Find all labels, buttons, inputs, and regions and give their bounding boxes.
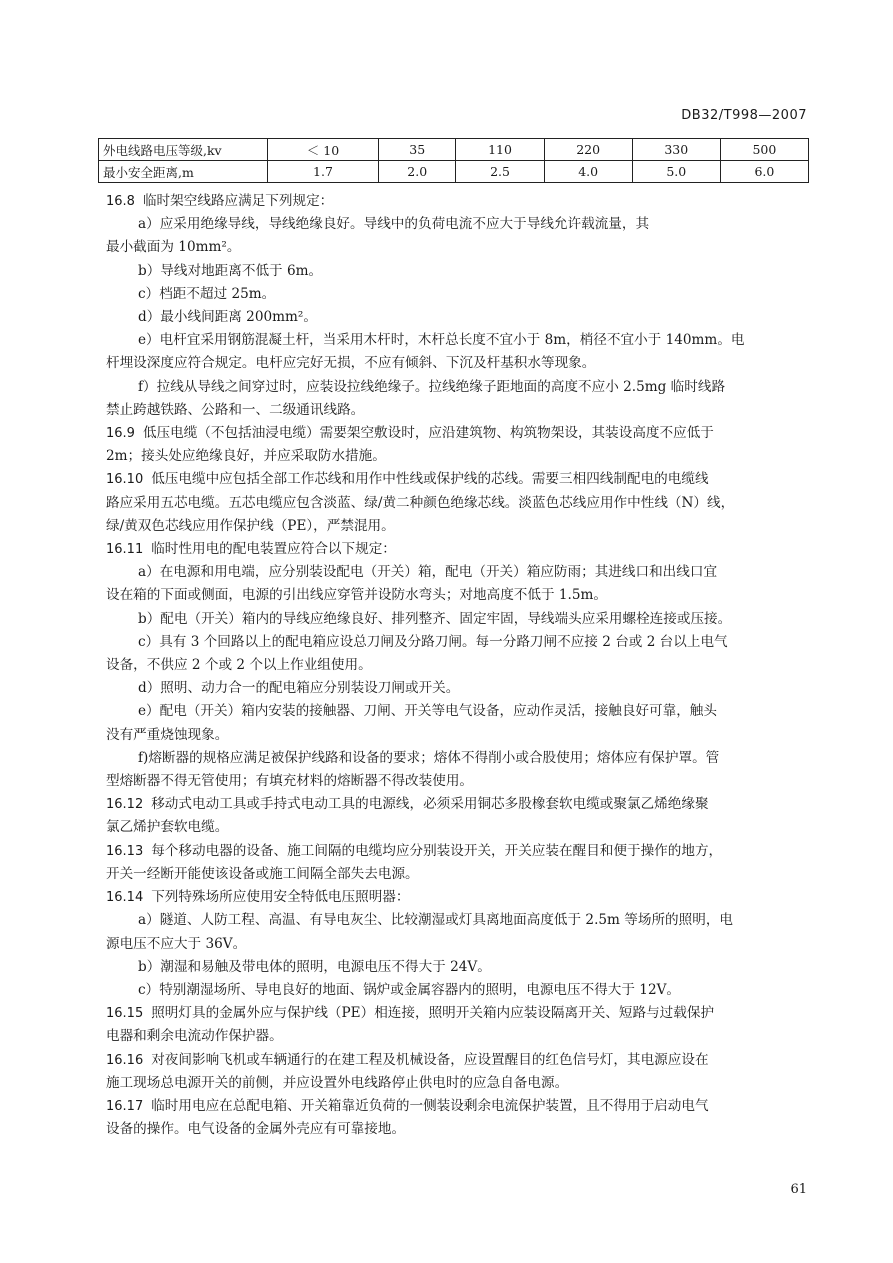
body-line bbox=[106, 306, 810, 329]
body-line bbox=[106, 631, 810, 654]
body-line bbox=[106, 747, 810, 770]
body-line bbox=[106, 1118, 810, 1141]
line-text: 设备的操作。电气设备的金属外壳应有可靠接地。 bbox=[106, 1121, 406, 1138]
body-line bbox=[106, 909, 810, 932]
body-line bbox=[106, 677, 810, 700]
section-number: 16.14 bbox=[106, 890, 144, 906]
line-text: 绿/黄双色芯线应用作保护线（PE），严禁混用。 bbox=[106, 517, 395, 534]
line-text: a）应采用绝缘导线，导线绝缘良好。导线中的负荷电流不应大于导线允许载流量，其 bbox=[138, 216, 650, 233]
body-line bbox=[106, 399, 810, 422]
line-text: 源电压不应大于 36V。 bbox=[106, 935, 247, 952]
section-line bbox=[106, 538, 810, 561]
section-number: 16.11 bbox=[106, 542, 144, 558]
line-text: e）电杆宜采用钢筋混凝土杆，当采用木杆时，木杆总长度不宜小于 8m，梢径不宜小于 140mm。电 bbox=[138, 332, 745, 349]
body-line bbox=[106, 236, 810, 259]
section-number: 16.10 bbox=[106, 472, 144, 488]
section-number: 16.13 bbox=[106, 843, 144, 859]
section-line bbox=[106, 468, 810, 491]
table-row-label: 外电线路电压等级,kv bbox=[99, 139, 268, 161]
line-text: 最小截面为 10mm²。 bbox=[106, 239, 241, 256]
section-number: 16.9 bbox=[106, 426, 135, 442]
section-number: 16.16 bbox=[106, 1052, 144, 1068]
section-line bbox=[106, 1002, 810, 1025]
body-line bbox=[106, 213, 810, 236]
table-cell: 500 bbox=[720, 139, 808, 161]
section-line bbox=[106, 1095, 810, 1118]
body-line bbox=[106, 979, 810, 1002]
table-cell: 35 bbox=[379, 139, 456, 161]
line-text: c）特别潮湿场所、导电良好的地面、锅炉或金属容器内的照明，电源电压不得大于 12V。 bbox=[138, 981, 681, 998]
table-row-label: 最小安全距离,m bbox=[99, 161, 268, 183]
line-text: c）档距不超过 25m。 bbox=[138, 285, 276, 302]
table-row bbox=[99, 161, 809, 183]
body-line bbox=[106, 816, 810, 839]
body-line bbox=[106, 352, 810, 375]
section-number: 16.12 bbox=[106, 797, 144, 813]
body-line bbox=[106, 1072, 810, 1095]
line-text: d）照明、动力合一的配电箱应分别装设刀闸或开关。 bbox=[138, 680, 460, 697]
body-line bbox=[106, 584, 810, 607]
body-line bbox=[106, 561, 810, 584]
line-text: 临时架空线路应满足下列规定： bbox=[142, 193, 334, 209]
body-line bbox=[106, 608, 810, 631]
line-text: 氯乙烯护套软电缆。 bbox=[106, 819, 229, 836]
line-text: f）拉线从导线之间穿过时，应装设拉线绝缘子。拉线绝缘子距地面的高度不应小 2.5mg 临时线路 bbox=[138, 378, 726, 395]
line-text: 2m；接头处应绝缘良好，并应采取防水措施。 bbox=[106, 448, 386, 465]
table-cell: 330 bbox=[632, 139, 720, 161]
line-text: 移动式电动工具或手持式电动工具的电源线，必须采用铜芯多股橡套软电缆或聚氯乙烯绝缘聚 bbox=[151, 796, 709, 813]
line-text: 下列特殊场所应使用安全特低电压照明器： bbox=[151, 889, 410, 906]
table-cell: 5.0 bbox=[632, 161, 720, 183]
line-text: 低压电缆（不包括油浸电缆）需要架空敷设时，应沿建筑物、构筑物架设，其装设高度不应低于 bbox=[142, 425, 714, 442]
line-text: a）隧道、人防工程、高温、有导电灰尘、比较潮湿或灯具离地面高度低于 2.5m 等场所的照明，电 bbox=[138, 912, 734, 929]
section-number: 16.17 bbox=[106, 1098, 144, 1114]
section-line bbox=[106, 422, 810, 445]
line-text: 设备，不供应 2 个或 2 个以上作业组使用。 bbox=[106, 657, 372, 674]
body-line bbox=[106, 515, 810, 538]
section-line bbox=[106, 1049, 810, 1072]
line-text: 照明灯具的金属外应与保护线（PE）相连接，照明开关箱内应装设隔离开关、短路与过载保护 bbox=[151, 1005, 715, 1022]
document-body bbox=[106, 190, 810, 1141]
line-text: 型熔断器不得无管使用；有填充材料的熔断器不得改装使用。 bbox=[106, 773, 474, 790]
line-text: d）最小线间距离 200mm²。 bbox=[138, 309, 317, 326]
body-line bbox=[106, 933, 810, 956]
table-cell: 4.0 bbox=[544, 161, 632, 183]
section-line bbox=[106, 793, 810, 816]
section-line bbox=[106, 190, 810, 213]
section-line bbox=[106, 886, 810, 909]
table-cell: 110 bbox=[456, 139, 544, 161]
line-text: 电器和剩余电流动作保护器。 bbox=[106, 1028, 283, 1045]
line-text: b）导线对地距离不低于 6m。 bbox=[138, 262, 323, 279]
line-text: 开关一经断开能使该设备或施工间隔全部失去电源。 bbox=[106, 865, 419, 882]
body-line bbox=[106, 956, 810, 979]
body-line bbox=[106, 700, 810, 723]
line-text: 路应采用五芯电缆。五芯电缆应包含淡蓝、绿/黄二种颜色绝缘芯线。淡蓝色芯线应用作中性线（N）线， bbox=[106, 494, 735, 511]
section-number: 16.8 bbox=[106, 194, 135, 209]
body-line bbox=[106, 445, 810, 468]
table-cell: 6.0 bbox=[720, 161, 808, 183]
body-line bbox=[106, 863, 810, 886]
line-text: 临时性用电的配电装置应符合以下规定： bbox=[151, 541, 396, 558]
line-text: 对夜间影响飞机或车辆通行的在建工程及机械设备，应设置醒目的红色信号灯，其电源应设在 bbox=[151, 1051, 709, 1068]
table-cell: ＜ 10 bbox=[268, 139, 379, 161]
body-line bbox=[106, 376, 810, 399]
body-line bbox=[106, 654, 810, 677]
body-line bbox=[106, 770, 810, 793]
line-text: 施工现场总电源开关的前侧，并应设置外电线路停止供电时的应急自备电源。 bbox=[106, 1074, 569, 1091]
section-line bbox=[106, 840, 810, 863]
table-cell: 2.5 bbox=[456, 161, 544, 183]
voltage-distance-table bbox=[98, 138, 809, 183]
line-text: b）潮湿和易触及带电体的照明，电源电压不得大于 24V。 bbox=[138, 958, 491, 975]
line-text: f)熔断器的规格应满足被保护线路和设备的要求；熔体不得削小或合股使用；熔体应有保护罩。管 bbox=[138, 749, 720, 766]
line-text: 临时用电应在总配电箱、开关箱靠近负荷的一侧装设剩余电流保护装置，且不得用于启动电气 bbox=[151, 1097, 709, 1114]
table-cell: 1.7 bbox=[268, 161, 379, 183]
line-text: e）配电（开关）箱内安装的接触器、刀闸、开关等电气设备，应动作灵活，接触良好可靠，触头 bbox=[138, 703, 717, 720]
line-text: 设在箱的下面或侧面，电源的引出线应穿管并设防水弯头；对地高度不低于 1.5m。 bbox=[106, 587, 608, 604]
line-text: b）配电（开关）箱内的导线应绝缘良好、排列整齐、固定牢固，导线端头应采用螺栓连接或压接。 bbox=[138, 610, 732, 627]
line-text: 没有严重烧蚀现象。 bbox=[106, 726, 229, 743]
body-line bbox=[106, 724, 810, 747]
line-text: 杆埋设深度应符合规定。电杆应完好无损，不应有倾斜、下沉及杆基积水等现象。 bbox=[106, 355, 596, 372]
line-text: c）具有 3 个回路以上的配电箱应设总刀闸及分路刀闸。每一分路刀闸不应接 2 台或 2 台以上电气 bbox=[138, 633, 728, 650]
page-number: 61 bbox=[790, 1182, 807, 1197]
body-line bbox=[106, 492, 810, 515]
body-line bbox=[106, 283, 810, 306]
section-number: 16.15 bbox=[106, 1006, 144, 1022]
document-code: DB32/T998—2007 bbox=[681, 108, 807, 123]
body-line bbox=[106, 329, 810, 352]
line-text: a）在电源和用电端，应分别装设配电（开关）箱，配电（开关）箱应防雨；其进线口和出线口宜 bbox=[138, 564, 718, 581]
body-line bbox=[106, 1025, 810, 1048]
line-text: 低压电缆中应包括全部工作芯线和用作中性线或保护线的芯线。需要三相四线制配电的电缆线 bbox=[151, 471, 709, 488]
line-text: 禁止跨越铁路、公路和一、二级通讯线路。 bbox=[106, 401, 365, 418]
table-row bbox=[99, 139, 809, 161]
line-text: 每个移动电器的设备、施工间隔的电缆均应分别装设开关，开关应装在醒目和便于操作的地方， bbox=[151, 842, 723, 859]
table-cell: 220 bbox=[544, 139, 632, 161]
body-line bbox=[106, 260, 810, 283]
table-cell: 2.0 bbox=[379, 161, 456, 183]
